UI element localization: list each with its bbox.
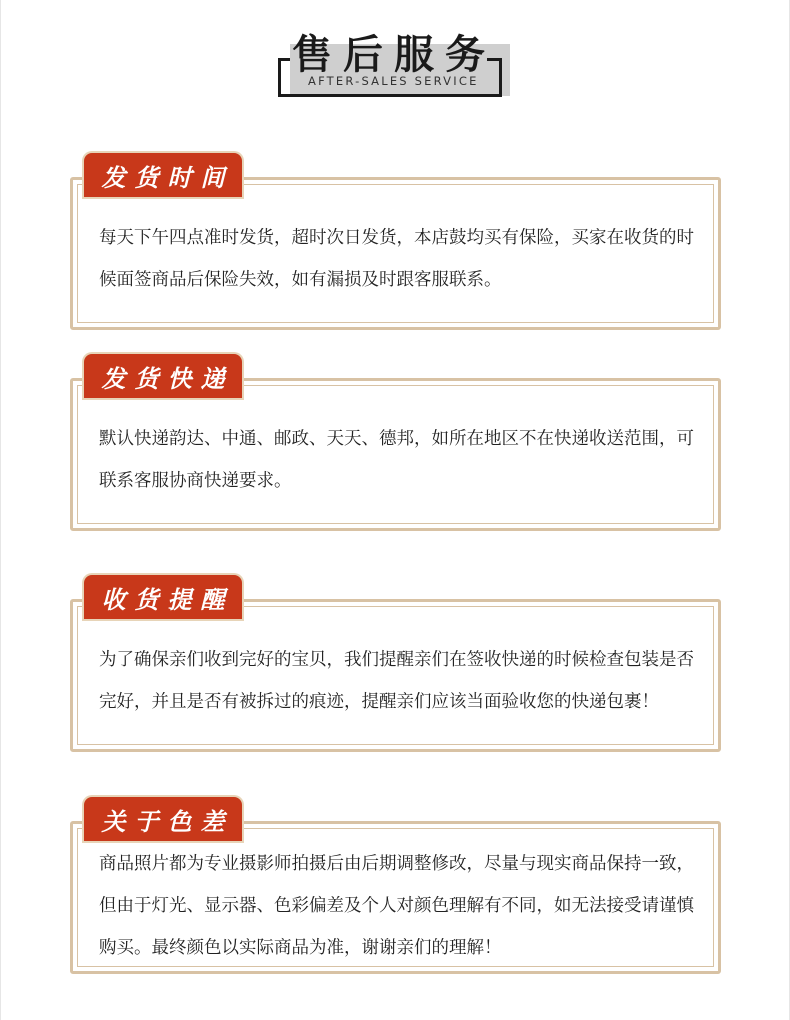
section-tab bbox=[84, 575, 242, 619]
section-title: 发货快递 bbox=[101, 363, 234, 393]
section-receipt-reminder bbox=[70, 575, 721, 752]
section-tab bbox=[84, 153, 242, 197]
section-tab bbox=[84, 354, 242, 398]
section-body: 商品照片都为专业摄影师拍摄后由后期调整修改，尽量与现实商品保持一致，但由于灯光、显示器、色彩偏差及个人对颜色理解有不同，如无法接受请谨慎购买。最终颜色以实际商品为准，谢谢亲们的理解！ bbox=[99, 854, 694, 958]
section-tab bbox=[84, 797, 242, 841]
section-title: 收货提醒 bbox=[101, 584, 234, 614]
page-subtitle: AFTER-SALES SERVICE bbox=[308, 74, 479, 88]
section-color-difference bbox=[70, 797, 721, 974]
section-title: 发货时间 bbox=[101, 162, 234, 192]
section-title: 关于色差 bbox=[101, 806, 234, 836]
section-shipping-courier bbox=[70, 354, 721, 531]
section-body: 每天下午四点准时发货，超时次日发货，本店鼓均买有保险，买家在收货的时候面签商品后保险失效，如有漏损及时跟客服联系。 bbox=[99, 228, 694, 290]
page-header bbox=[278, 28, 508, 98]
header-bracket-corner bbox=[278, 58, 290, 61]
section-body: 默认快递韵达、中通、邮政、天天、德邦，如所在地区不在快递收送范围，可联系客服协商快递要求。 bbox=[99, 429, 694, 491]
section-body: 为了确保亲们收到完好的宝贝，我们提醒亲们在签收快递的时候检查包装是否完好，并且是否有被拆过的痕迹，提醒亲们应该当面验收您的快递包裹！ bbox=[99, 650, 694, 712]
page-title: 售后服务 bbox=[292, 32, 496, 78]
section-shipping-time bbox=[70, 153, 721, 330]
